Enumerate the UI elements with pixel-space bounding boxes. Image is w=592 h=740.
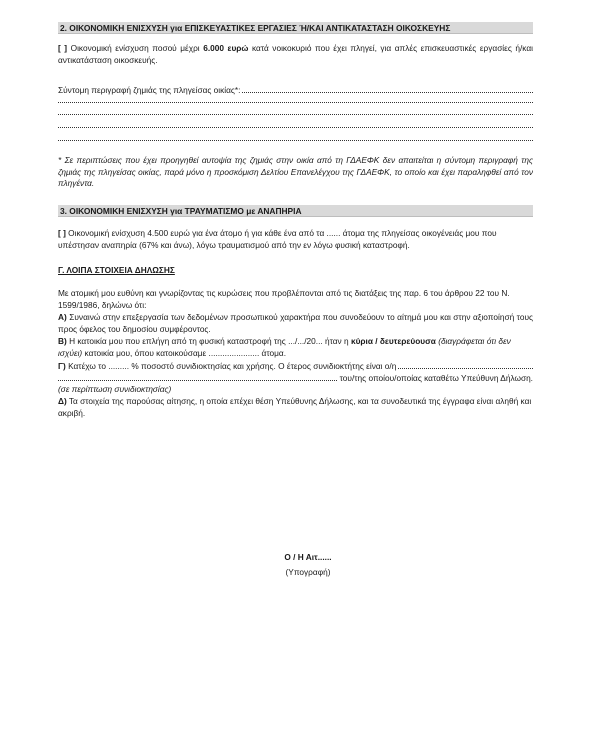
item-b-label: Β) xyxy=(58,336,67,346)
declaration-item-d xyxy=(58,396,533,419)
declaration-item-c-line-2 xyxy=(58,372,533,385)
declaration-intro: Με ατομική μου ευθύνη και γνωρίζοντας τις κυρώσεις που προβλέπονται από τις διατάξεις της παρ. 6 του άρθρου 22 του Ν. 1599/1986, δηλώνω ότι: xyxy=(58,288,510,310)
item-c-text-2: του/της οποίου/οποίας καταθέτω Υπεύθυνη Δήλωση. xyxy=(339,373,533,383)
declaration-item-b xyxy=(58,336,533,359)
signature-label: (Υπογραφή) xyxy=(285,567,331,577)
damage-description-field[interactable] xyxy=(58,84,533,97)
declaration-item-c-line-1 xyxy=(58,360,533,373)
damage-description-label: Σύντομη περιγραφή ζημιάς της πληγείσας οικίας*: xyxy=(58,85,241,95)
item-a-label: Α) xyxy=(58,312,67,322)
item-b-text-2: κατοικία μου, όπου κατοικούσαμε ...................... άτομα. xyxy=(84,347,287,358)
item-b-text-1: Η κατοικία μου που επλήγη από τη φυσική καταστροφή της .../.../20... ήταν η xyxy=(69,336,349,346)
damage-description-line[interactable] xyxy=(58,139,533,141)
item-c-label: Γ) xyxy=(58,361,66,371)
item-a-text: Συναινώ στην επεξεργασία των δεδομένων προσωπικού χαρακτήρα που συνοδεύουν το αίτημά μου και στην αξιοποίησή τους προς όφελος του δημοσίου συμφέροντος. xyxy=(58,312,533,334)
damage-description-line[interactable] xyxy=(58,113,533,115)
item-c-text-1: Κατέχω το ......... % ποσοστό συνιδιοκτησίας και χρήσης. Ο έτερος συνιδιοκτήτης είναι ο/η xyxy=(68,361,397,371)
item-b-note: (διαγράφεται ότι δεν ισχύει) xyxy=(58,336,511,358)
section-3-header: 3. ΟΙΚΟΝΟΜΙΚΗ ΕΝΙΣΧΥΣΗ για ΤΡΑΥΜΑΤΙΣΜΟ με ΑΝΑΠΗΡΙΑ xyxy=(58,205,533,217)
co-owner-name-line[interactable] xyxy=(398,360,533,369)
applicant-label: Ο / Η Αιτ...... xyxy=(284,552,332,562)
damage-description-line[interactable] xyxy=(58,101,533,103)
section-2-header: 2. ΟΙΚΟΝΟΜΙΚΗ ΕΝΙΣΧΥΣΗ για ΕΠΙΣΚΕΥΑΣΤΙΚΕΣ ΕΡΓΑΣΙΕΣ Ή/ΚΑΙ ΑΝΤΙΚΑΤΑΣΤΑΣΗ ΟΙΚΟΣΚΕΥΗΣ xyxy=(58,22,533,34)
item-b-residence-type: κύρια / δευτερεύουσα xyxy=(350,336,436,346)
damage-description-line[interactable] xyxy=(242,84,533,93)
item-d-label: Δ) xyxy=(58,396,67,406)
declaration-item-a xyxy=(58,312,533,335)
section-2-text-before: Οικονομική ενίσχυση ποσού μέχρι xyxy=(70,43,200,53)
section-3-option xyxy=(58,228,533,251)
section-2-text-after: κατά νοικοκυριό που έχει πληγεί, για απλές επισκευαστικές εργασίες ή/και αντικατάσταση οικοσκευής. xyxy=(58,43,533,65)
item-c-note: (σε περίπτωση συνιδιοκτησίας) xyxy=(58,384,172,394)
section-2-amount: 6.000 ευρώ xyxy=(203,43,249,53)
section-2-option xyxy=(58,43,533,66)
item-d-text: Τα στοιχεία της παρούσας αίτησης, η οποία επέχει θέση Υπεύθυνης Δήλωσης, και τα συνοδευτικά της έγγραφα είναι αληθή και ακριβή. xyxy=(58,396,532,418)
section-3-text: Οικονομική ενίσχυση 4.500 ευρώ για ένα άτομο ή για κάθε ένα από τα ...... άτομα της πληγείσας οικογένειάς μου που υπέστησαν αναπηρία (67% και άνω), λόγω τραυματισμού από την εν λόγω φυσική καταστροφή. xyxy=(58,228,497,250)
section-2-checkbox[interactable]: [ ] xyxy=(58,43,68,53)
co-owner-name-line[interactable] xyxy=(58,372,337,381)
section-2-footnote: * Σε περιπτώσεις που έχει προηγηθεί αυτοψία της ζημιάς στην οικία από τη ΓΔΑΕΦΚ δεν απαιτείται η σύντομη περιγραφή της ζημιάς της πληγείσας οικίας, παρά μόνο η προσκόμιση Δελτίου Επανελέγχου της ΓΔΑΕΦΚ, το οποίο και έχει παραληφθεί από τον πληγέντα. xyxy=(58,155,533,189)
damage-description-line[interactable] xyxy=(58,126,533,128)
section-3-checkbox[interactable]: [ ] xyxy=(58,228,66,238)
section-g-title: Γ. ΛΟΙΠΑ ΣΤΟΙΧΕΙΑ ΔΗΛΩΣΗΣ xyxy=(58,265,175,275)
